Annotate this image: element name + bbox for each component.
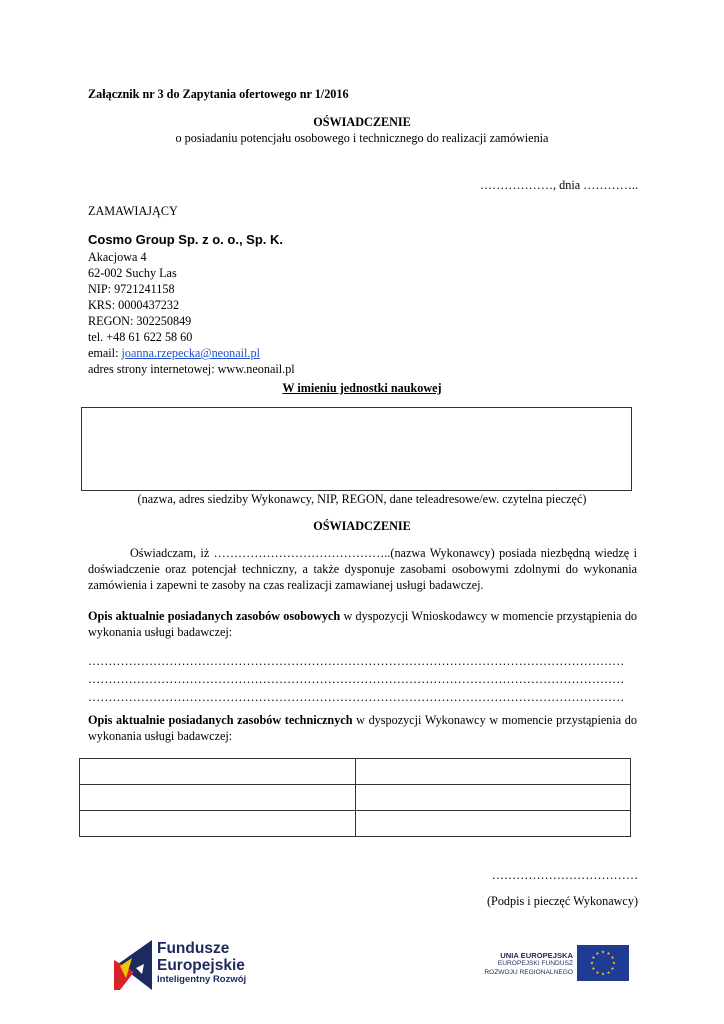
company-city: 62-002 Suchy Las (88, 266, 177, 280)
email-link[interactable]: joanna.rzepecka@neonail.pl (121, 346, 260, 360)
personnel-rest: w dyspozycji Wnioskodawcy w momencie przystąpienia do wykonania usługi badawczej: (88, 609, 638, 639)
fe-logo-line3: Inteligentny Rozwój (157, 974, 247, 985)
personnel-fill-lines (88, 653, 648, 707)
fe-logo-text (157, 940, 246, 986)
annex-label: Załącznik nr 3 do Zapytania ofertowego nr 1/2016 (88, 87, 349, 101)
contractor-details-box[interactable] (81, 407, 632, 491)
company-krs: KRS: 0000437232 (88, 298, 180, 312)
company-website: adres strony internetowej: www.neonail.pl (88, 362, 295, 376)
eu-flag-icon (577, 945, 629, 981)
table-cell[interactable] (80, 811, 356, 837)
fe-logo-line2: Europejskie (157, 957, 245, 974)
eu-logo-text (455, 951, 573, 977)
company-name: Cosmo Group Sp. z o. o., Sp. K. (88, 232, 283, 247)
document-subtitle: o posiadaniu potencjału osobowego i technicznego do realizacji zamówienia (175, 131, 549, 145)
date-line: ………………, dnia ………….. (479, 178, 638, 192)
table-cell[interactable] (355, 759, 631, 785)
on-behalf-heading: W imieniu jednostki naukowej (282, 381, 442, 395)
signature-line: ……………………………… (491, 868, 638, 882)
company-nip: NIP: 9721241158 (88, 282, 175, 296)
eu-logo-line2: EUROPEJSKI FUNDUSZ (497, 960, 573, 967)
company-street: Akacjowa 4 (88, 250, 147, 264)
contractor-box-caption: (nazwa, adres siedziby Wykonawcy, NIP, REGON, dane teleadresowe/ew. czytelna pieczęć) (137, 492, 587, 506)
eu-logo-line1: UNIA EUROPEJSKA (500, 951, 573, 960)
eu-logo-line3: ROZWOJU REGIONALNEGO (484, 968, 573, 976)
company-email-row (88, 345, 295, 361)
table-row (80, 759, 631, 785)
fe-logo-line1: Fundusze (157, 940, 230, 957)
company-regon: REGON: 302250849 (88, 314, 192, 328)
fill-line[interactable]: …………………………………………………………………………………………………………………… (88, 690, 625, 704)
technical-description (88, 712, 637, 744)
fill-line[interactable]: …………………………………………………………………………………………………………………… (88, 654, 625, 668)
table-row (80, 811, 631, 837)
personnel-description (88, 608, 637, 640)
ordering-party-label: ZAMAWIAJĄCY (88, 204, 178, 218)
declaration-title: OŚWIADCZENIE (313, 519, 411, 533)
table-cell[interactable] (355, 785, 631, 811)
fill-line[interactable]: …………………………………………………………………………………………………………………… (88, 672, 625, 686)
email-label: email: (88, 346, 122, 360)
declaration-text: Oświadczam, iż ……………………………………..(nazwa Wykonawcy) posiada niezbędną wiedzę i doświadczenie oraz potencjał techniczny, a także dysponuje zasobami osobowymi zdolnymi do wykonania zamówienia i zapewni te zasoby na czas realizacji zamawianej usługi badawczej. (88, 546, 637, 592)
technical-resources-table (79, 758, 631, 837)
table-cell[interactable] (80, 785, 356, 811)
company-tel: tel. +48 61 622 58 60 (88, 330, 193, 344)
document-title: OŚWIADCZENIE (313, 115, 411, 129)
personnel-heading: Opis aktualnie posiadanych zasobów osobowych (88, 609, 341, 623)
company-address-block (88, 249, 295, 377)
table-cell[interactable] (80, 759, 356, 785)
signature-caption: (Podpis i pieczęć Wykonawcy) (487, 894, 638, 908)
technical-rest: w dyspozycji Wykonawcy w momencie przystąpienia do wykonania usługi badawczej: (88, 713, 637, 743)
technical-heading: Opis aktualnie posiadanych zasobów technicznych (88, 713, 353, 727)
table-row (80, 785, 631, 811)
table-cell[interactable] (355, 811, 631, 837)
